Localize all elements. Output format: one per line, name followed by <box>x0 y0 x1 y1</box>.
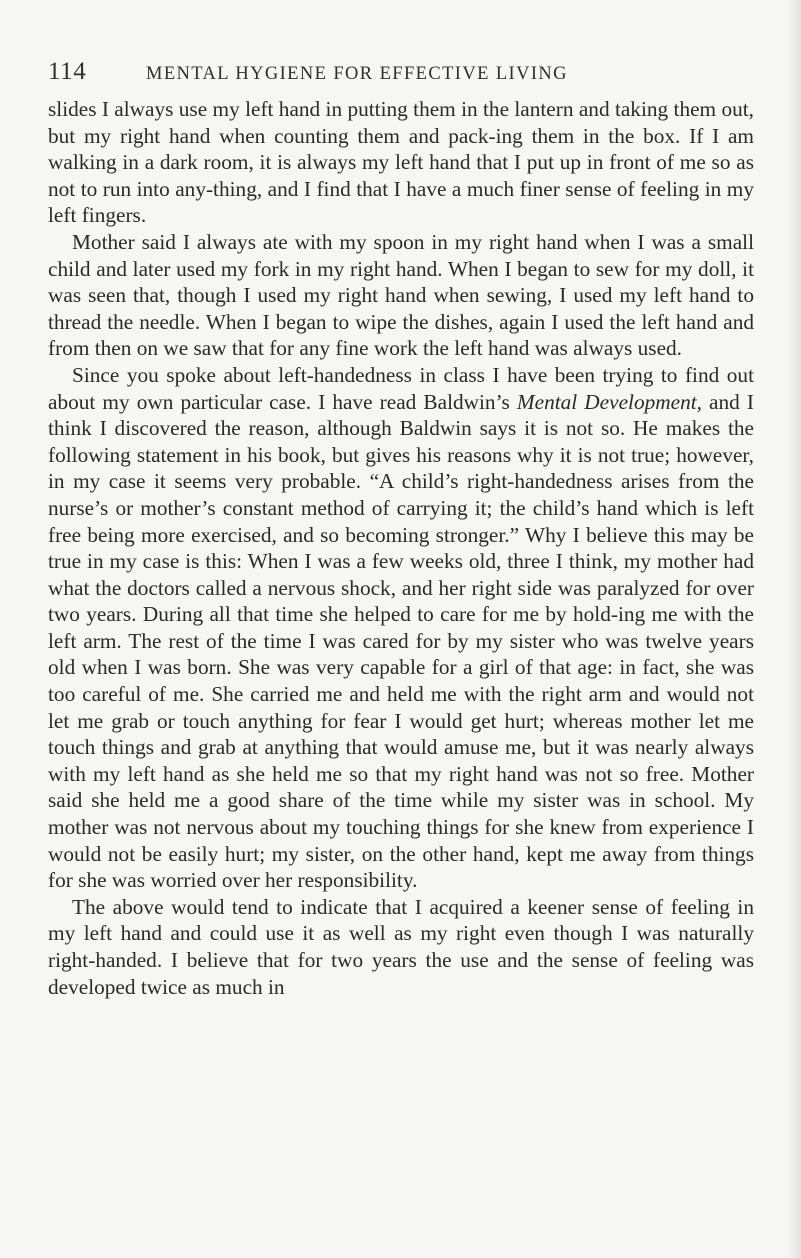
running-head-title: MENTAL HYGIENE FOR EFFECTIVE LIVING <box>146 64 568 84</box>
paragraph-3-rest: and I think I discovered the reason, although Baldwin says it is not so. He makes the following statement in his book, but gives his reasons why it is not true; however, in my case it seems very probable. “A child’s right-handedness arises from the nurse’s or mother’s constant method of carrying it; the child’s hand which is left free being more exercised, and so becoming stronger.” Why I believe this may be true in my case is this: When I was a few weeks old, three I think, my mother had what the doctors called a nervous shock, and her right side was paralyzed for over two years. During all that time she helped to care for me by hold-ing me with the left arm. The rest of the time I was cared for by my sister who was twelve years old when I was born. She was very capable for a girl of that age: in fact, she was too careful of me. She carried me and held me with the right arm and would not let me grab or touch anything for fear I would get hurt; whereas mother let me touch things and grab at anything that would amuse me, but it was nearly always with my left hand as she held me so that my right hand was not so free. Mother said she held me a good share of the time while my sister was in school. My mother was not nervous about my touching things for she knew from experience I would not be easily hurt; my sister, on the other hand, kept me away from things for she was worried over her responsibility. <box>48 389 754 893</box>
paragraph-1: slides I always use my left hand in putting them in the lantern and taking them out, but my right hand when counting them and pack-ing them in the box. If I am walking in a dark room, it is always my left hand that I put up in front of me so as not to run into any-thing, and I find that I have a much finer sense of feeling in my left fingers. <box>48 97 754 228</box>
paragraph-4: The above would tend to indicate that I acquired a keener sense of feeling in my left hand and could use it as well as my right even though I was naturally right-handed. I believe that for two years the use and the sense of feeling was developed twice as much in <box>48 894 754 999</box>
running-head <box>48 58 754 92</box>
paragraph-2: Mother said I always ate with my spoon in my right hand when I was a small child and later used my fork in my right hand. When I began to sew for my doll, it was seen that, though I used my right hand when sewing, I used my left hand to thread the needle. When I began to wipe the dishes, again I used the left hand and from then on we saw that for any fine work the left hand was always used. <box>48 229 754 361</box>
page-edge-shadow <box>787 0 801 1258</box>
body-text <box>48 96 754 1000</box>
book-title-italic: Mental Development, <box>516 389 702 414</box>
page-number: 114 <box>48 58 87 85</box>
paragraph-3 <box>48 362 754 894</box>
paragraph-3-lead: Since you spoke about left-handedness in class I have been trying to find out about my own particular case. I have read Baldwin’s <box>48 362 754 414</box>
